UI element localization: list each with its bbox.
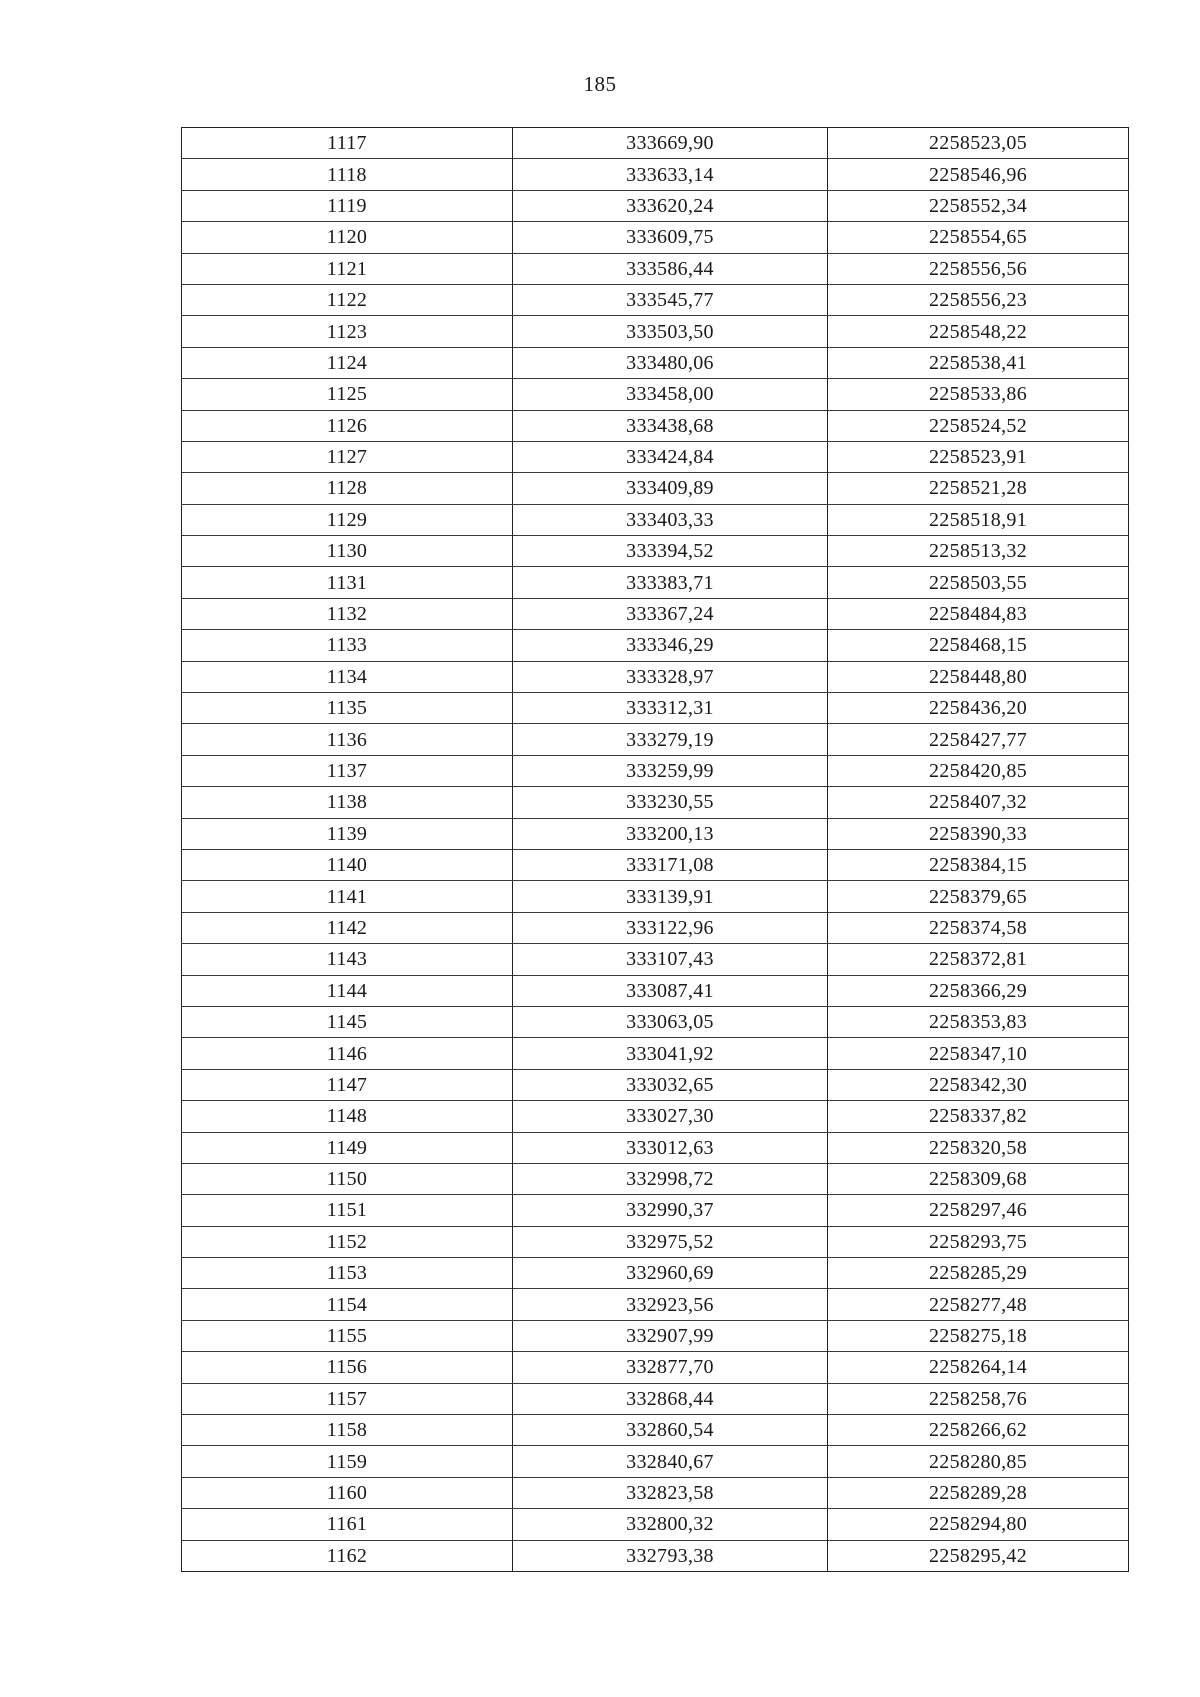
table-row	[182, 630, 1129, 661]
x-coordinate-cell: 333027,30	[513, 1101, 828, 1132]
point-number-cell: 1124	[182, 347, 513, 378]
point-number-cell: 1151	[182, 1195, 513, 1226]
x-coordinate-cell: 333063,05	[513, 1006, 828, 1037]
y-coordinate-cell: 2258556,23	[828, 284, 1129, 315]
y-coordinate-cell: 2258524,52	[828, 410, 1129, 441]
point-number-cell: 1128	[182, 473, 513, 504]
table-row	[182, 347, 1129, 378]
y-coordinate-cell: 2258309,68	[828, 1163, 1129, 1194]
point-number-cell: 1131	[182, 567, 513, 598]
x-coordinate-cell: 333312,31	[513, 693, 828, 724]
y-coordinate-cell: 2258366,29	[828, 975, 1129, 1006]
x-coordinate-cell: 333171,08	[513, 849, 828, 880]
coordinates-table	[181, 127, 1129, 1572]
point-number-cell: 1153	[182, 1258, 513, 1289]
page-number: 185	[583, 72, 617, 96]
point-number-cell: 1155	[182, 1320, 513, 1351]
table-row	[182, 1006, 1129, 1037]
table-row	[182, 1195, 1129, 1226]
point-number-cell: 1134	[182, 661, 513, 692]
y-coordinate-cell: 2258468,15	[828, 630, 1129, 661]
y-coordinate-cell: 2258521,28	[828, 473, 1129, 504]
x-coordinate-cell: 332998,72	[513, 1163, 828, 1194]
y-coordinate-cell: 2258264,14	[828, 1352, 1129, 1383]
y-coordinate-cell: 2258347,10	[828, 1038, 1129, 1069]
x-coordinate-cell: 333367,24	[513, 598, 828, 629]
x-coordinate-cell: 333346,29	[513, 630, 828, 661]
y-coordinate-cell: 2258513,32	[828, 536, 1129, 567]
point-number-cell: 1120	[182, 222, 513, 253]
y-coordinate-cell: 2258427,77	[828, 724, 1129, 755]
table-row	[182, 1383, 1129, 1414]
point-number-cell: 1157	[182, 1383, 513, 1414]
table-row	[182, 598, 1129, 629]
point-number-cell: 1139	[182, 818, 513, 849]
point-number-cell: 1160	[182, 1477, 513, 1508]
point-number-cell: 1136	[182, 724, 513, 755]
x-coordinate-cell: 333620,24	[513, 190, 828, 221]
x-coordinate-cell: 333087,41	[513, 975, 828, 1006]
x-coordinate-cell: 332793,38	[513, 1540, 828, 1571]
x-coordinate-cell: 333122,96	[513, 912, 828, 943]
point-number-cell: 1132	[182, 598, 513, 629]
x-coordinate-cell: 333328,97	[513, 661, 828, 692]
point-number-cell: 1117	[182, 128, 513, 159]
y-coordinate-cell: 2258518,91	[828, 504, 1129, 535]
x-coordinate-cell: 333403,33	[513, 504, 828, 535]
y-coordinate-cell: 2258384,15	[828, 849, 1129, 880]
table-row	[182, 222, 1129, 253]
y-coordinate-cell: 2258293,75	[828, 1226, 1129, 1257]
x-coordinate-cell: 332877,70	[513, 1352, 828, 1383]
x-coordinate-cell: 332868,44	[513, 1383, 828, 1414]
point-number-cell: 1135	[182, 693, 513, 724]
y-coordinate-cell: 2258556,56	[828, 253, 1129, 284]
table-row	[182, 253, 1129, 284]
table-row	[182, 1258, 1129, 1289]
table-row	[182, 284, 1129, 315]
point-number-cell: 1129	[182, 504, 513, 535]
point-number-cell: 1122	[182, 284, 513, 315]
table-row	[182, 944, 1129, 975]
point-number-cell: 1130	[182, 536, 513, 567]
y-coordinate-cell: 2258448,80	[828, 661, 1129, 692]
table-row	[182, 316, 1129, 347]
table-row	[182, 1320, 1129, 1351]
y-coordinate-cell: 2258533,86	[828, 379, 1129, 410]
table-row	[182, 1163, 1129, 1194]
y-coordinate-cell: 2258374,58	[828, 912, 1129, 943]
x-coordinate-cell: 333480,06	[513, 347, 828, 378]
table-row	[182, 1069, 1129, 1100]
table-row	[182, 693, 1129, 724]
y-coordinate-cell: 2258266,62	[828, 1415, 1129, 1446]
table-row	[182, 975, 1129, 1006]
point-number-cell: 1145	[182, 1006, 513, 1037]
x-coordinate-cell: 333200,13	[513, 818, 828, 849]
y-coordinate-cell: 2258285,29	[828, 1258, 1129, 1289]
point-number-cell: 1161	[182, 1509, 513, 1540]
table-row	[182, 1101, 1129, 1132]
point-number-cell: 1125	[182, 379, 513, 410]
table-row	[182, 1038, 1129, 1069]
x-coordinate-cell: 332860,54	[513, 1415, 828, 1446]
table-row	[182, 128, 1129, 159]
x-coordinate-cell: 332823,58	[513, 1477, 828, 1508]
y-coordinate-cell: 2258538,41	[828, 347, 1129, 378]
x-coordinate-cell: 333424,84	[513, 441, 828, 472]
table-row	[182, 473, 1129, 504]
table-row	[182, 410, 1129, 441]
y-coordinate-cell: 2258552,34	[828, 190, 1129, 221]
point-number-cell: 1148	[182, 1101, 513, 1132]
table-row	[182, 912, 1129, 943]
x-coordinate-cell: 333041,92	[513, 1038, 828, 1069]
x-coordinate-cell: 332990,37	[513, 1195, 828, 1226]
x-coordinate-cell: 332960,69	[513, 1258, 828, 1289]
x-coordinate-cell: 333012,63	[513, 1132, 828, 1163]
table-row	[182, 849, 1129, 880]
y-coordinate-cell: 2258297,46	[828, 1195, 1129, 1226]
table-row	[182, 787, 1129, 818]
point-number-cell: 1118	[182, 159, 513, 190]
table-row	[182, 661, 1129, 692]
x-coordinate-cell: 332907,99	[513, 1320, 828, 1351]
y-coordinate-cell: 2258523,91	[828, 441, 1129, 472]
point-number-cell: 1152	[182, 1226, 513, 1257]
table-row	[182, 159, 1129, 190]
point-number-cell: 1147	[182, 1069, 513, 1100]
point-number-cell: 1133	[182, 630, 513, 661]
point-number-cell: 1144	[182, 975, 513, 1006]
y-coordinate-cell: 2258379,65	[828, 881, 1129, 912]
y-coordinate-cell: 2258390,33	[828, 818, 1129, 849]
point-number-cell: 1123	[182, 316, 513, 347]
point-number-cell: 1137	[182, 755, 513, 786]
x-coordinate-cell: 332923,56	[513, 1289, 828, 1320]
table-row	[182, 1289, 1129, 1320]
table-row	[182, 1477, 1129, 1508]
y-coordinate-cell: 2258407,32	[828, 787, 1129, 818]
y-coordinate-cell: 2258420,85	[828, 755, 1129, 786]
y-coordinate-cell: 2258294,80	[828, 1509, 1129, 1540]
point-number-cell: 1138	[182, 787, 513, 818]
table-row	[182, 881, 1129, 912]
x-coordinate-cell: 333259,99	[513, 755, 828, 786]
point-number-cell: 1156	[182, 1352, 513, 1383]
x-coordinate-cell: 332800,32	[513, 1509, 828, 1540]
x-coordinate-cell: 333503,50	[513, 316, 828, 347]
point-number-cell: 1149	[182, 1132, 513, 1163]
y-coordinate-cell: 2258277,48	[828, 1289, 1129, 1320]
x-coordinate-cell: 333609,75	[513, 222, 828, 253]
table-row	[182, 1415, 1129, 1446]
table-row	[182, 536, 1129, 567]
point-number-cell: 1142	[182, 912, 513, 943]
y-coordinate-cell: 2258436,20	[828, 693, 1129, 724]
x-coordinate-cell: 333032,65	[513, 1069, 828, 1100]
table-row	[182, 1446, 1129, 1477]
table-row	[182, 504, 1129, 535]
table-row	[182, 567, 1129, 598]
y-coordinate-cell: 2258554,65	[828, 222, 1129, 253]
x-coordinate-cell: 333230,55	[513, 787, 828, 818]
y-coordinate-cell: 2258295,42	[828, 1540, 1129, 1571]
table-row	[182, 1352, 1129, 1383]
table-row	[182, 441, 1129, 472]
x-coordinate-cell: 333458,00	[513, 379, 828, 410]
table-row	[182, 1540, 1129, 1571]
point-number-cell: 1121	[182, 253, 513, 284]
x-coordinate-cell: 333633,14	[513, 159, 828, 190]
table-row	[182, 1132, 1129, 1163]
table-row	[182, 818, 1129, 849]
y-coordinate-cell: 2258280,85	[828, 1446, 1129, 1477]
table-row	[182, 379, 1129, 410]
y-coordinate-cell: 2258353,83	[828, 1006, 1129, 1037]
point-number-cell: 1140	[182, 849, 513, 880]
y-coordinate-cell: 2258337,82	[828, 1101, 1129, 1132]
point-number-cell: 1127	[182, 441, 513, 472]
y-coordinate-cell: 2258484,83	[828, 598, 1129, 629]
point-number-cell: 1126	[182, 410, 513, 441]
x-coordinate-cell: 333107,43	[513, 944, 828, 975]
x-coordinate-cell: 333394,52	[513, 536, 828, 567]
x-coordinate-cell: 333139,91	[513, 881, 828, 912]
x-coordinate-cell: 333383,71	[513, 567, 828, 598]
y-coordinate-cell: 2258372,81	[828, 944, 1129, 975]
x-coordinate-cell: 332975,52	[513, 1226, 828, 1257]
table-row	[182, 724, 1129, 755]
x-coordinate-cell: 333409,89	[513, 473, 828, 504]
y-coordinate-cell: 2258546,96	[828, 159, 1129, 190]
table-row	[182, 190, 1129, 221]
x-coordinate-cell: 333279,19	[513, 724, 828, 755]
point-number-cell: 1146	[182, 1038, 513, 1069]
point-number-cell: 1141	[182, 881, 513, 912]
x-coordinate-cell: 333438,68	[513, 410, 828, 441]
point-number-cell: 1154	[182, 1289, 513, 1320]
point-number-cell: 1162	[182, 1540, 513, 1571]
y-coordinate-cell: 2258320,58	[828, 1132, 1129, 1163]
y-coordinate-cell: 2258258,76	[828, 1383, 1129, 1414]
x-coordinate-cell: 333586,44	[513, 253, 828, 284]
x-coordinate-cell: 333545,77	[513, 284, 828, 315]
y-coordinate-cell: 2258548,22	[828, 316, 1129, 347]
y-coordinate-cell: 2258342,30	[828, 1069, 1129, 1100]
table-row	[182, 1509, 1129, 1540]
x-coordinate-cell: 332840,67	[513, 1446, 828, 1477]
coordinates-table-body	[182, 128, 1129, 1572]
point-number-cell: 1150	[182, 1163, 513, 1194]
table-row	[182, 1226, 1129, 1257]
point-number-cell: 1159	[182, 1446, 513, 1477]
table-row	[182, 755, 1129, 786]
y-coordinate-cell: 2258523,05	[828, 128, 1129, 159]
point-number-cell: 1119	[182, 190, 513, 221]
x-coordinate-cell: 333669,90	[513, 128, 828, 159]
y-coordinate-cell: 2258275,18	[828, 1320, 1129, 1351]
y-coordinate-cell: 2258503,55	[828, 567, 1129, 598]
point-number-cell: 1143	[182, 944, 513, 975]
point-number-cell: 1158	[182, 1415, 513, 1446]
y-coordinate-cell: 2258289,28	[828, 1477, 1129, 1508]
